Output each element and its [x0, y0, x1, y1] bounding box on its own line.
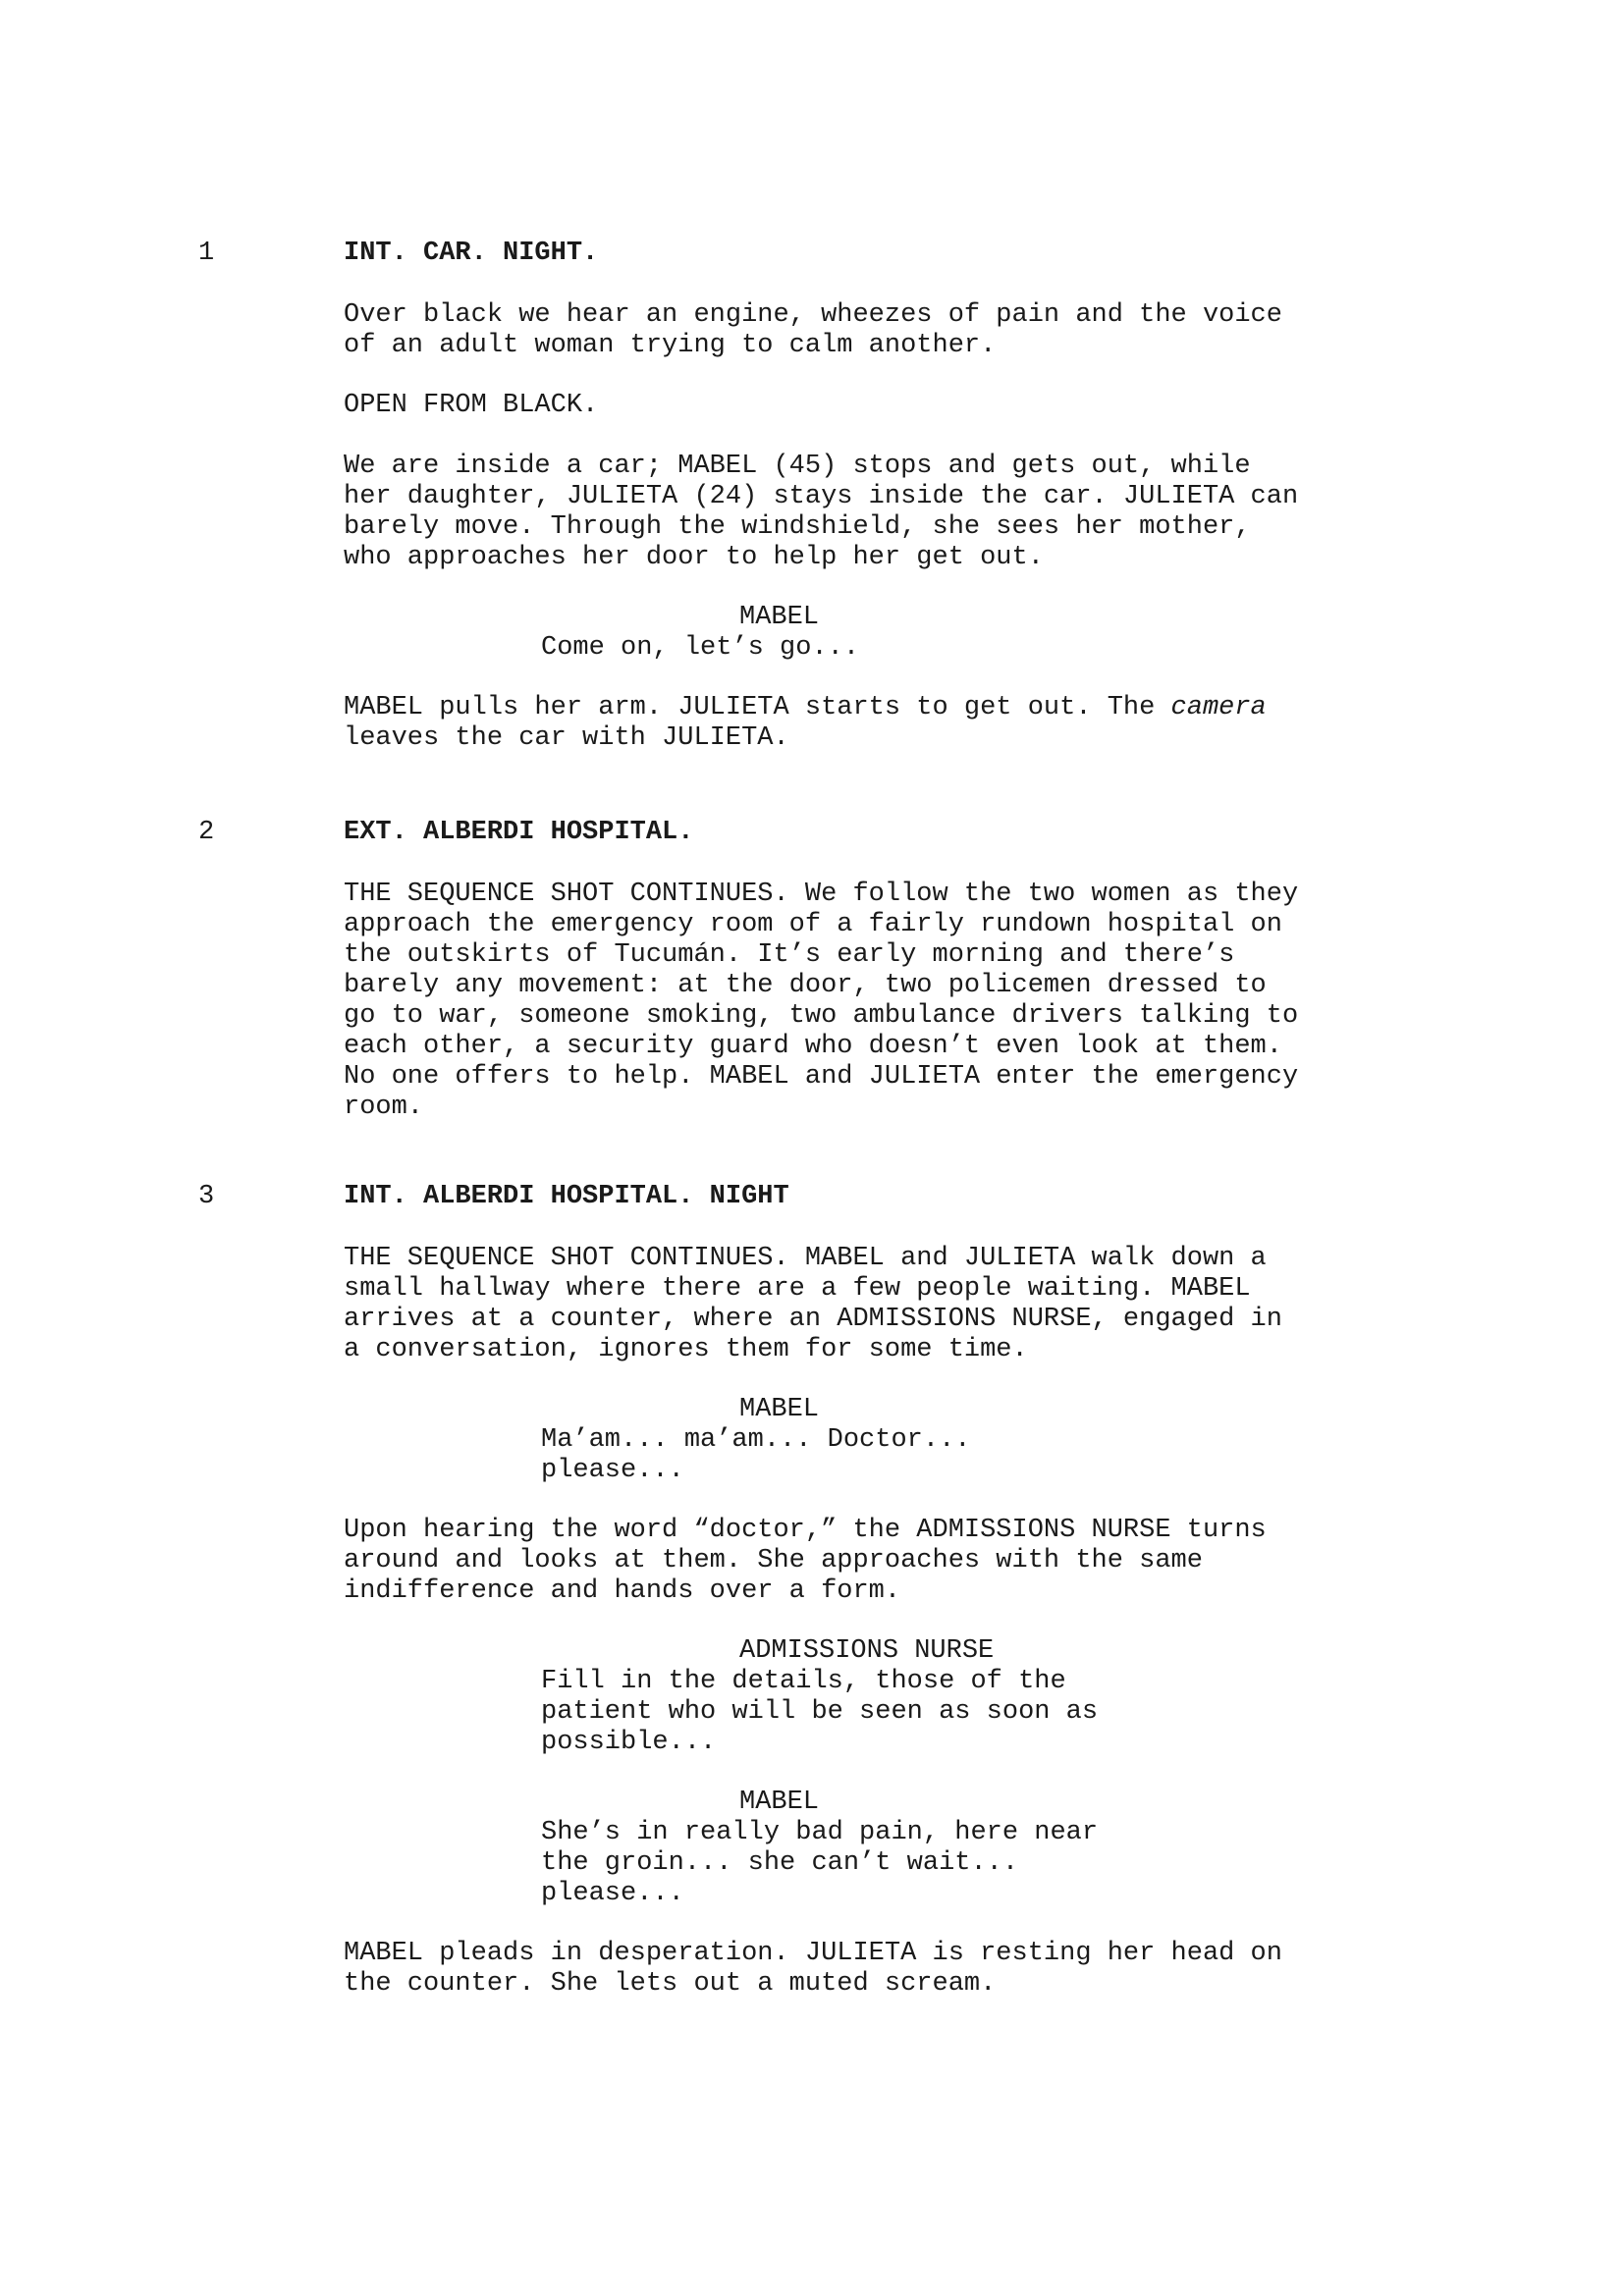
- scene-number: 2: [198, 818, 215, 847]
- dialogue-text: Ma’am... ma’am... Doctor... please...: [541, 1425, 971, 1485]
- action-text: Over black we hear an engine, wheezes of pain and the voice of an adult woman trying to calm another.: [344, 300, 1282, 360]
- character-name: MABEL: [739, 1395, 820, 1424]
- action-text: [344, 693, 1443, 754]
- dialogue-text: Fill in the details, those of the patient who will be seen as soon as possible...: [541, 1667, 1099, 1757]
- scene-heading: INT. ALBERDI HOSPITAL. NIGHT: [344, 1182, 789, 1211]
- scene-heading: EXT. ALBERDI HOSPITAL.: [344, 818, 694, 847]
- action-text: Upon hearing the word “doctor,” the ADMISSIONS NURSE turns around and looks at them. She approaches with the same indifference and hands over a form.: [344, 1516, 1267, 1606]
- action-text: MABEL pleads in desperation. JULIETA is resting her head on the counter. She lets out a muted scream.: [344, 1939, 1282, 1999]
- action-text: We are inside a car; MABEL (45) stops and gets out, while her daughter, JULIETA (24) stays inside the car. JULIETA can barely move. Through the windshield, she sees her mother, who approaches her door to help her get out.: [344, 452, 1299, 572]
- action-text: THE SEQUENCE SHOT CONTINUES. We follow the two women as they approach the emergency room of a fairly rundown hospital on the outskirts of Tucumán. It’s early morning and there’s barely any movement: at the door, two policemen dressed to go to war, someone smoking, two ambulance drivers talking to each other, a security guard who doesn’t even look at them. No one offers to help. MABEL and JULIETA enter the emergency room.: [344, 880, 1299, 1122]
- action-text-emphasis: camera: [1170, 693, 1267, 722]
- action-text: THE SEQUENCE SHOT CONTINUES. MABEL and JULIETA walk down a small hallway where there are a few people waiting. MABEL arrives at a counter, where an ADMISSIONS NURSE, engaged in a conversation, ignores them for some time.: [344, 1244, 1282, 1364]
- action-text-part: MABEL pulls her arm. JULIETA starts to get out. The: [344, 693, 1171, 722]
- action-text-part: leaves the car with JULIETA.: [344, 723, 789, 753]
- character-name: MABEL: [739, 603, 820, 632]
- action-text: OPEN FROM BLACK.: [344, 391, 599, 420]
- dialogue-text: Come on, let’s go...: [541, 633, 860, 663]
- dialogue-text: She’s in really bad pain, here near the groin... she can’t wait... please...: [541, 1818, 1099, 1908]
- character-name: MABEL: [739, 1788, 820, 1817]
- scene-heading: INT. CAR. NIGHT.: [344, 239, 599, 268]
- character-name: ADMISSIONS NURSE: [739, 1636, 995, 1666]
- scene-number: 1: [198, 239, 215, 268]
- scene-number: 3: [198, 1182, 215, 1211]
